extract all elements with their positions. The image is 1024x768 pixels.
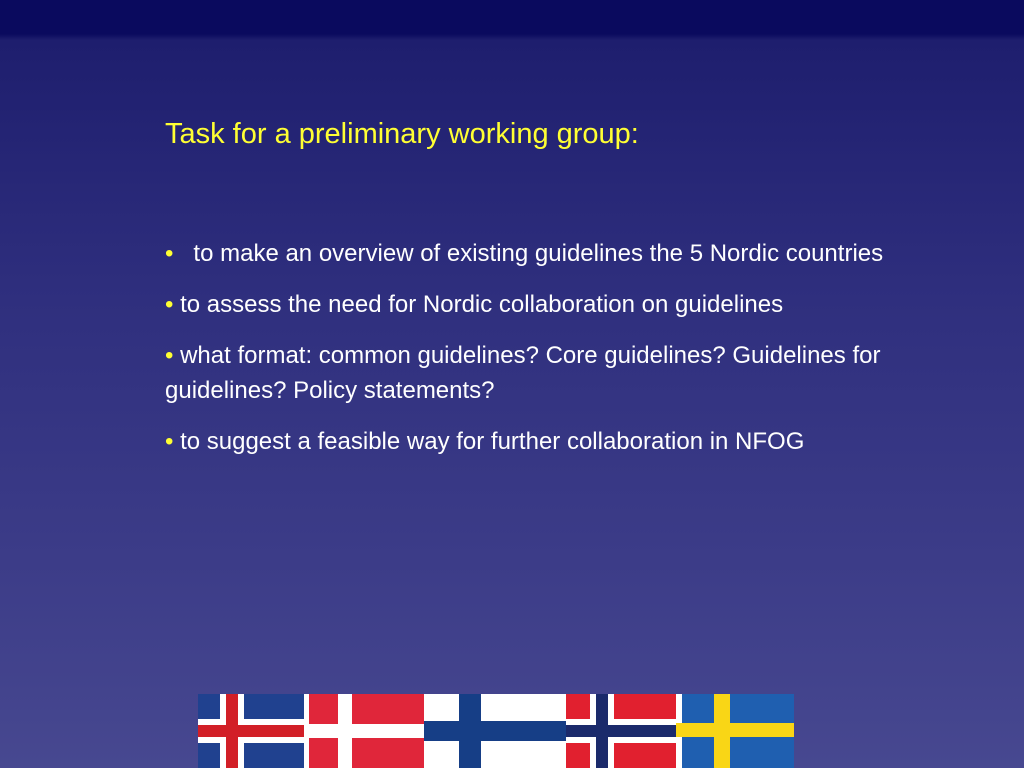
sweden-flag [676,694,794,768]
bullet-list [165,236,925,475]
bullet-item [165,424,925,459]
denmark-flag [304,694,424,768]
norway-flag [566,694,676,768]
bullet-item [165,236,925,271]
nordic-flags-strip [198,694,838,768]
bullet-marker: • [165,291,174,318]
iceland-flag [198,694,304,768]
bullet-marker: • [165,240,174,267]
bullet-marker: • [165,342,174,369]
bullet-text: to assess the need for Nordic collaboration on guidelines [180,291,784,318]
finland-flag [424,694,566,768]
bullet-text: to suggest a feasible way for further collaboration in NFOG [180,428,805,455]
bullet-text: what format: common guidelines? Core guidelines? Guidelines for guidelines? Policy statements? [165,342,881,404]
bullet-item [165,287,925,322]
bullet-item [165,338,925,408]
bullet-text: to make an overview of existing guidelines the 5 Nordic countries [193,240,884,267]
slide-title: Task for a preliminary working group: [165,118,639,150]
bullet-marker: • [165,428,174,455]
